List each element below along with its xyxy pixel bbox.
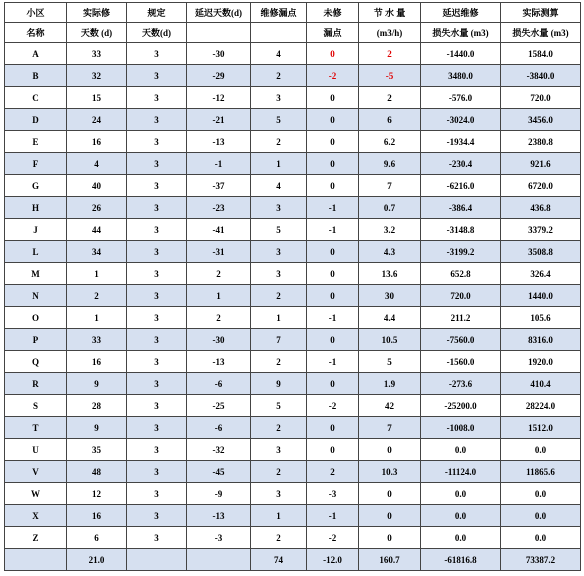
cell-repaired-leaks: 5 [251,109,307,131]
table-row [5,505,581,527]
total-delay-loss: -61816.8 [421,549,501,571]
cell-required-days: 3 [127,329,187,351]
total-repaired-leaks: 74 [251,549,307,571]
cell-water-saved: 3.2 [359,219,421,241]
cell-required-days: 3 [127,483,187,505]
cell-delay-loss: 0.0 [421,439,501,461]
cell-unrepaired-leaks: -1 [307,307,359,329]
cell-water-saved: 0 [359,439,421,461]
header-unrepaired-leaks: 未修 [307,3,359,23]
cell-delay-days: 2 [187,263,251,285]
cell-delay-days: -31 [187,241,251,263]
cell-repaired-leaks: 1 [251,505,307,527]
cell-district-name: B [5,65,67,87]
cell-delay-days: -13 [187,351,251,373]
total-unrepaired-leaks: -12.0 [307,549,359,571]
cell-actual-loss: 0.0 [501,527,581,549]
cell-water-saved: 6 [359,109,421,131]
cell-required-days: 3 [127,219,187,241]
header-district-name: 小区 [5,3,67,23]
header-actual-repair-days: 实际修 [67,3,127,23]
cell-repaired-leaks: 4 [251,175,307,197]
cell-actual-loss: 0.0 [501,439,581,461]
header-delay-days [187,23,251,43]
cell-delay-loss: -273.6 [421,373,501,395]
cell-water-saved: 10.5 [359,329,421,351]
cell-district-name: L [5,241,67,263]
cell-delay-days: -32 [187,439,251,461]
cell-actual-loss: 6720.0 [501,175,581,197]
cell-district-name: Z [5,527,67,549]
cell-delay-loss: -3199.2 [421,241,501,263]
cell-district-name: R [5,373,67,395]
header-delay-loss: 损失水量 (m3) [421,23,501,43]
table-row [5,285,581,307]
cell-actual-loss: 2380.8 [501,131,581,153]
cell-unrepaired-leaks: -1 [307,219,359,241]
cell-required-days: 3 [127,527,187,549]
table-row [5,483,581,505]
cell-district-name: F [5,153,67,175]
cell-actual-repair-days: 1 [67,263,127,285]
cell-required-days: 3 [127,87,187,109]
cell-repaired-leaks: 3 [251,241,307,263]
header-water-saved: 节 水 量 [359,3,421,23]
cell-district-name: A [5,43,67,65]
table-row [5,153,581,175]
cell-delay-loss: -11124.0 [421,461,501,483]
cell-district-name: O [5,307,67,329]
cell-delay-loss: -3148.8 [421,219,501,241]
cell-actual-repair-days: 16 [67,505,127,527]
total-required-days [127,549,187,571]
cell-delay-days: -30 [187,43,251,65]
cell-unrepaired-leaks: -3 [307,483,359,505]
table-row [5,219,581,241]
cell-delay-days: -23 [187,197,251,219]
cell-actual-loss: 326.4 [501,263,581,285]
cell-water-saved: 7 [359,417,421,439]
cell-delay-days: -13 [187,131,251,153]
cell-delay-days: -45 [187,461,251,483]
cell-repaired-leaks: 3 [251,263,307,285]
cell-delay-days: -13 [187,505,251,527]
cell-water-saved: 42 [359,395,421,417]
cell-repaired-leaks: 1 [251,307,307,329]
cell-water-saved: 10.3 [359,461,421,483]
cell-actual-repair-days: 6 [67,527,127,549]
cell-actual-repair-days: 2 [67,285,127,307]
cell-district-name: S [5,395,67,417]
header-unrepaired-leaks: 漏点 [307,23,359,43]
cell-actual-loss: 410.4 [501,373,581,395]
table-row [5,439,581,461]
cell-district-name: V [5,461,67,483]
cell-unrepaired-leaks: 2 [307,461,359,483]
cell-water-saved: 5 [359,351,421,373]
header-water-saved: (m3/h) [359,23,421,43]
cell-unrepaired-leaks: 0 [307,263,359,285]
cell-required-days: 3 [127,43,187,65]
cell-district-name: E [5,131,67,153]
table-row [5,43,581,65]
table-row [5,461,581,483]
cell-unrepaired-leaks: 0 [307,43,359,65]
cell-unrepaired-leaks: -1 [307,197,359,219]
cell-actual-loss: 921.6 [501,153,581,175]
table-row [5,263,581,285]
cell-actual-loss: 28224.0 [501,395,581,417]
cell-actual-repair-days: 9 [67,417,127,439]
cell-required-days: 3 [127,285,187,307]
cell-district-name: U [5,439,67,461]
table-row [5,65,581,87]
cell-required-days: 3 [127,241,187,263]
cell-water-saved: 6.2 [359,131,421,153]
cell-district-name: N [5,285,67,307]
cell-actual-repair-days: 34 [67,241,127,263]
total-water-saved: 160.7 [359,549,421,571]
cell-district-name: G [5,175,67,197]
cell-actual-repair-days: 24 [67,109,127,131]
cell-water-saved: 0 [359,505,421,527]
header-row-2 [5,23,581,43]
cell-repaired-leaks: 3 [251,483,307,505]
cell-delay-days: -41 [187,219,251,241]
table-row [5,175,581,197]
cell-delay-loss: -7560.0 [421,329,501,351]
cell-actual-loss: 436.8 [501,197,581,219]
cell-actual-loss: 1920.0 [501,351,581,373]
cell-water-saved: 13.6 [359,263,421,285]
cell-unrepaired-leaks: 0 [307,131,359,153]
cell-required-days: 3 [127,373,187,395]
cell-water-saved: 4.3 [359,241,421,263]
cell-repaired-leaks: 2 [251,285,307,307]
cell-water-saved: 9.6 [359,153,421,175]
cell-required-days: 3 [127,65,187,87]
cell-delay-loss: 211.2 [421,307,501,329]
cell-repaired-leaks: 3 [251,439,307,461]
cell-actual-loss: 1512.0 [501,417,581,439]
cell-actual-repair-days: 44 [67,219,127,241]
cell-water-saved: 2 [359,43,421,65]
table-row [5,109,581,131]
table-row [5,241,581,263]
cell-required-days: 3 [127,131,187,153]
cell-required-days: 3 [127,175,187,197]
total-district-name [5,549,67,571]
cell-actual-repair-days: 33 [67,43,127,65]
cell-actual-repair-days: 28 [67,395,127,417]
cell-actual-repair-days: 40 [67,175,127,197]
cell-actual-loss: 11865.6 [501,461,581,483]
cell-actual-repair-days: 26 [67,197,127,219]
cell-actual-loss: 0.0 [501,505,581,527]
cell-delay-days: -12 [187,87,251,109]
cell-repaired-leaks: 9 [251,373,307,395]
cell-repaired-leaks: 2 [251,351,307,373]
cell-delay-loss: 652.8 [421,263,501,285]
cell-delay-loss: 720.0 [421,285,501,307]
header-actual-loss: 实际测算 [501,3,581,23]
header-repaired-leaks: 维修漏点 [251,3,307,23]
total-delay-days [187,549,251,571]
cell-delay-loss: 0.0 [421,483,501,505]
cell-unrepaired-leaks: -2 [307,65,359,87]
cell-delay-days: -1 [187,153,251,175]
cell-unrepaired-leaks: 0 [307,285,359,307]
cell-unrepaired-leaks: 0 [307,109,359,131]
cell-water-saved: 0 [359,483,421,505]
cell-repaired-leaks: 2 [251,461,307,483]
table-row [5,197,581,219]
cell-district-name: W [5,483,67,505]
cell-unrepaired-leaks: -2 [307,395,359,417]
cell-delay-days: -3 [187,527,251,549]
cell-actual-repair-days: 1 [67,307,127,329]
cell-delay-days: 2 [187,307,251,329]
cell-actual-loss: 3379.2 [501,219,581,241]
cell-delay-days: -25 [187,395,251,417]
cell-unrepaired-leaks: 0 [307,153,359,175]
cell-actual-repair-days: 16 [67,131,127,153]
cell-district-name: D [5,109,67,131]
cell-actual-repair-days: 48 [67,461,127,483]
cell-delay-loss: 0.0 [421,527,501,549]
cell-delay-loss: -1560.0 [421,351,501,373]
cell-repaired-leaks: 2 [251,417,307,439]
cell-unrepaired-leaks: -1 [307,505,359,527]
cell-actual-repair-days: 32 [67,65,127,87]
table-row [5,395,581,417]
cell-required-days: 3 [127,197,187,219]
cell-required-days: 3 [127,439,187,461]
cell-delay-loss: -3024.0 [421,109,501,131]
cell-actual-loss: 1584.0 [501,43,581,65]
cell-repaired-leaks: 4 [251,43,307,65]
cell-repaired-leaks: 5 [251,219,307,241]
table-row [5,527,581,549]
cell-unrepaired-leaks: -1 [307,351,359,373]
total-actual-repair-days: 21.0 [67,549,127,571]
cell-delay-loss: -6216.0 [421,175,501,197]
cell-delay-loss: -1934.4 [421,131,501,153]
table-body [5,43,581,549]
cell-district-name: X [5,505,67,527]
document-page [4,2,580,571]
cell-district-name: H [5,197,67,219]
cell-actual-loss: 8316.0 [501,329,581,351]
cell-required-days: 3 [127,109,187,131]
cell-district-name: C [5,87,67,109]
cell-district-name: T [5,417,67,439]
cell-delay-loss: -230.4 [421,153,501,175]
header-row-1 [5,3,581,23]
header-actual-loss: 损失水量 (m3) [501,23,581,43]
totals-row [5,549,581,571]
cell-actual-repair-days: 16 [67,351,127,373]
cell-delay-loss: 3480.0 [421,65,501,87]
cell-unrepaired-leaks: 0 [307,87,359,109]
cell-actual-loss: 3456.0 [501,109,581,131]
table-row [5,373,581,395]
cell-delay-days: -6 [187,373,251,395]
table-row [5,417,581,439]
cell-delay-loss: -25200.0 [421,395,501,417]
table-row [5,307,581,329]
header-repaired-leaks [251,23,307,43]
cell-actual-loss: -3840.0 [501,65,581,87]
cell-repaired-leaks: 3 [251,87,307,109]
cell-water-saved: 0 [359,527,421,549]
cell-required-days: 3 [127,417,187,439]
cell-repaired-leaks: 2 [251,131,307,153]
cell-required-days: 3 [127,461,187,483]
cell-required-days: 3 [127,307,187,329]
cell-actual-repair-days: 9 [67,373,127,395]
cell-delay-days: -30 [187,329,251,351]
cell-repaired-leaks: 2 [251,65,307,87]
cell-actual-repair-days: 35 [67,439,127,461]
cell-delay-loss: 0.0 [421,505,501,527]
header-required-days: 规定 [127,3,187,23]
cell-delay-days: -37 [187,175,251,197]
cell-actual-loss: 105.6 [501,307,581,329]
cell-actual-loss: 0.0 [501,483,581,505]
cell-repaired-leaks: 1 [251,153,307,175]
cell-delay-loss: -386.4 [421,197,501,219]
table-row [5,351,581,373]
cell-required-days: 3 [127,351,187,373]
leak-repair-table [4,2,581,571]
cell-actual-repair-days: 15 [67,87,127,109]
cell-required-days: 3 [127,395,187,417]
header-district-name: 名称 [5,23,67,43]
cell-unrepaired-leaks: 0 [307,373,359,395]
cell-required-days: 3 [127,153,187,175]
header-required-days: 天数(d) [127,23,187,43]
cell-water-saved: -5 [359,65,421,87]
cell-repaired-leaks: 3 [251,197,307,219]
header-delay-loss: 延迟维修 [421,3,501,23]
cell-unrepaired-leaks: 0 [307,241,359,263]
cell-water-saved: 30 [359,285,421,307]
cell-delay-days: -6 [187,417,251,439]
cell-actual-repair-days: 33 [67,329,127,351]
cell-water-saved: 2 [359,87,421,109]
table-row [5,329,581,351]
table-row [5,87,581,109]
table-row [5,131,581,153]
cell-delay-loss: -1008.0 [421,417,501,439]
header-actual-repair-days: 天数 (d) [67,23,127,43]
cell-water-saved: 7 [359,175,421,197]
cell-actual-loss: 3508.8 [501,241,581,263]
cell-water-saved: 1.9 [359,373,421,395]
cell-delay-days: -9 [187,483,251,505]
cell-actual-loss: 1440.0 [501,285,581,307]
cell-unrepaired-leaks: 0 [307,329,359,351]
cell-delay-loss: -576.0 [421,87,501,109]
cell-actual-repair-days: 4 [67,153,127,175]
cell-district-name: J [5,219,67,241]
cell-actual-repair-days: 12 [67,483,127,505]
total-actual-loss: 73387.2 [501,549,581,571]
cell-water-saved: 4.4 [359,307,421,329]
cell-repaired-leaks: 5 [251,395,307,417]
cell-unrepaired-leaks: 0 [307,175,359,197]
cell-delay-loss: -1440.0 [421,43,501,65]
cell-unrepaired-leaks: -2 [307,527,359,549]
cell-unrepaired-leaks: 0 [307,439,359,461]
cell-delay-days: -29 [187,65,251,87]
cell-delay-days: -21 [187,109,251,131]
cell-district-name: M [5,263,67,285]
cell-actual-loss: 720.0 [501,87,581,109]
header-delay-days: 延迟天数(d) [187,3,251,23]
cell-district-name: Q [5,351,67,373]
cell-required-days: 3 [127,263,187,285]
cell-repaired-leaks: 7 [251,329,307,351]
cell-unrepaired-leaks: 0 [307,417,359,439]
cell-repaired-leaks: 2 [251,527,307,549]
cell-delay-days: 1 [187,285,251,307]
cell-water-saved: 0.7 [359,197,421,219]
cell-district-name: P [5,329,67,351]
cell-required-days: 3 [127,505,187,527]
